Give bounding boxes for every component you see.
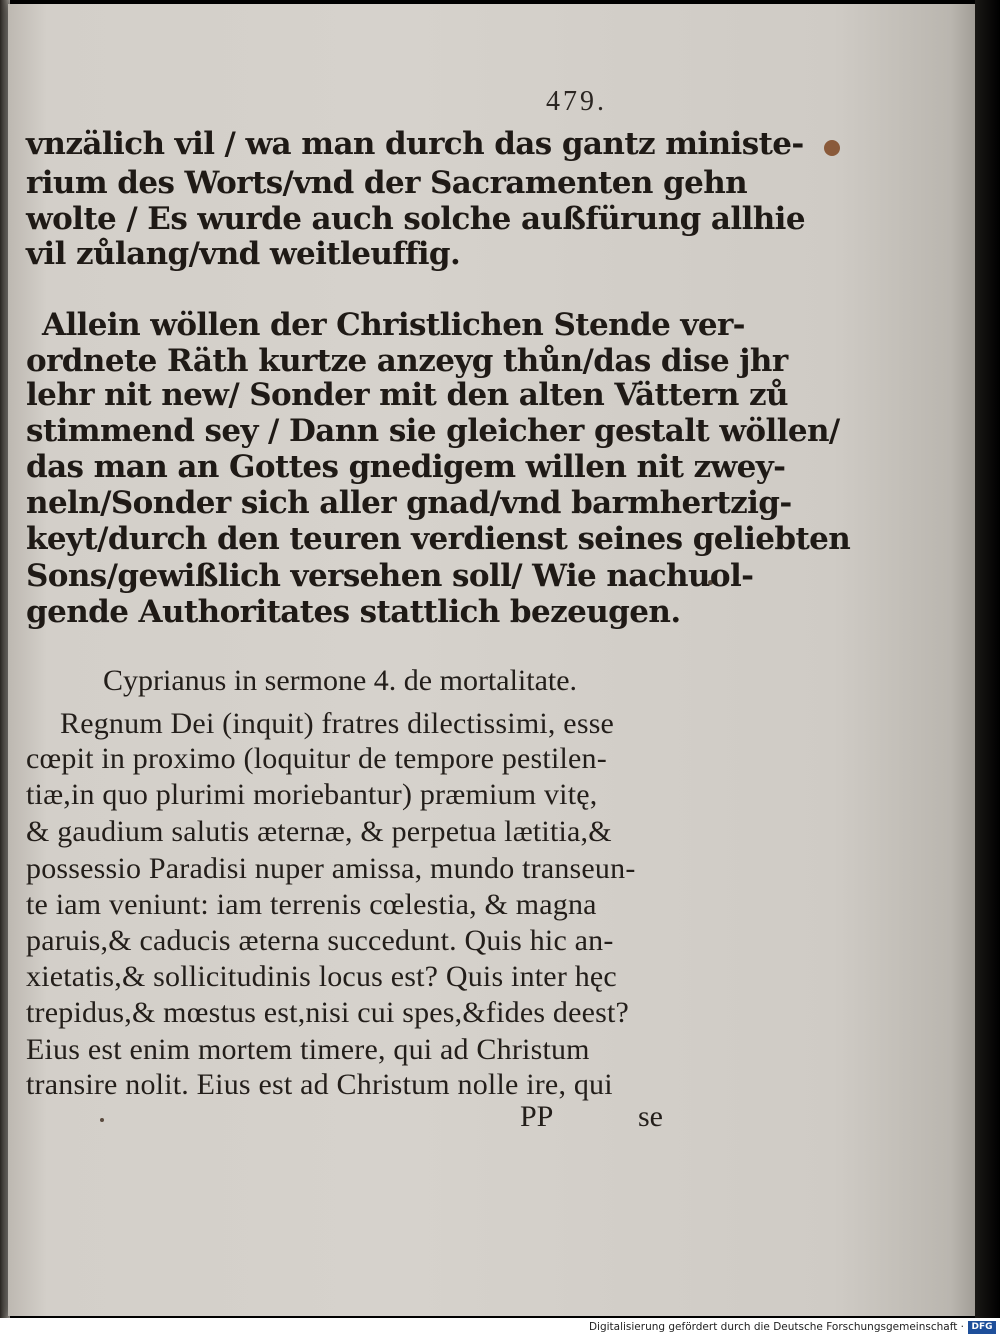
text-line: cœpit in proximo (loquitur de tempore pestilen-: [26, 742, 607, 775]
text-line: keyt/durch den teuren verdienst seines geliebten: [26, 521, 851, 557]
catchword: se: [638, 1100, 663, 1133]
text-line: neln/Sonder sich aller gnad/vnd barmhertzig-: [26, 485, 792, 521]
text-line: paruis,& caducis æterna succedunt. Quis hic an-: [26, 924, 614, 957]
text-line: tiæ,in quo plurimi moriebantur) præmium vitę,: [26, 778, 598, 811]
text-line: & gaudium salutis æternæ, & perpetua lætitia,&: [26, 815, 612, 848]
text-line: lehr nit new/ Sonder mit den alten Vättern zů: [26, 377, 788, 413]
page-number: 479.: [546, 86, 607, 117]
text-line: transire nolit. Eius est ad Christum nolle ire, qui: [26, 1068, 613, 1101]
text-line: gende Authoritates stattlich bezeugen.: [26, 594, 681, 630]
text-line: Sons/gewißlich versehen soll/ Wie nachuol-: [26, 558, 754, 594]
text-line: Regnum Dei (inquit) fratres dilectissimi, esse: [60, 707, 615, 740]
footer-credit: Digitalisierung gefördert durch die Deutsche Forschungsgemeinschaft ·: [588, 1321, 964, 1333]
latin-heading: Cyprianus in sermone 4. de mortalitate.: [103, 664, 578, 697]
text-line: das man an Gottes gnedigem willen nit zwey-: [26, 449, 786, 485]
text-line: te iam veniunt: iam terrenis cœlestia, & magna: [26, 888, 597, 921]
text-line: trepidus,& mœstus est,nisi cui spes,&fides deest?: [26, 996, 630, 1029]
signature-mark: PP: [520, 1100, 554, 1133]
foxing-spot: [100, 1118, 104, 1122]
text-line: vnzälich vil / wa man durch das gantz ministe-: [26, 126, 804, 162]
text-line: possessio Paradisi nuper amissa, mundo transeun-: [26, 852, 636, 885]
text-line: xietatis,& sollicitudinis locus est? Quis inter hęc: [26, 960, 617, 993]
dfg-logo: DFG: [968, 1321, 996, 1334]
text-line: Allein wöllen der Christlichen Stende ver-: [42, 307, 745, 343]
text-line: ordnete Räth kurtze anzeyg thůn/das dise jhr: [26, 343, 788, 379]
scan-edge-right: [975, 0, 1000, 1318]
text-line: stimmend sey / Dann sie gleicher gestalt wöllen/: [26, 413, 840, 449]
text-line: wolte / Es wurde auch solche außfürung allhie: [26, 201, 805, 237]
footer-bar: [0, 1318, 1000, 1338]
text-line: vil zůlang/vnd weitleuffig.: [26, 236, 461, 272]
text-line: Eius est enim mortem timere, qui ad Christum: [26, 1033, 590, 1066]
text-line: rium des Worts/vnd der Sacramenten gehn: [26, 165, 748, 201]
foxing-spot: [824, 140, 840, 156]
book-page: [8, 4, 980, 1316]
